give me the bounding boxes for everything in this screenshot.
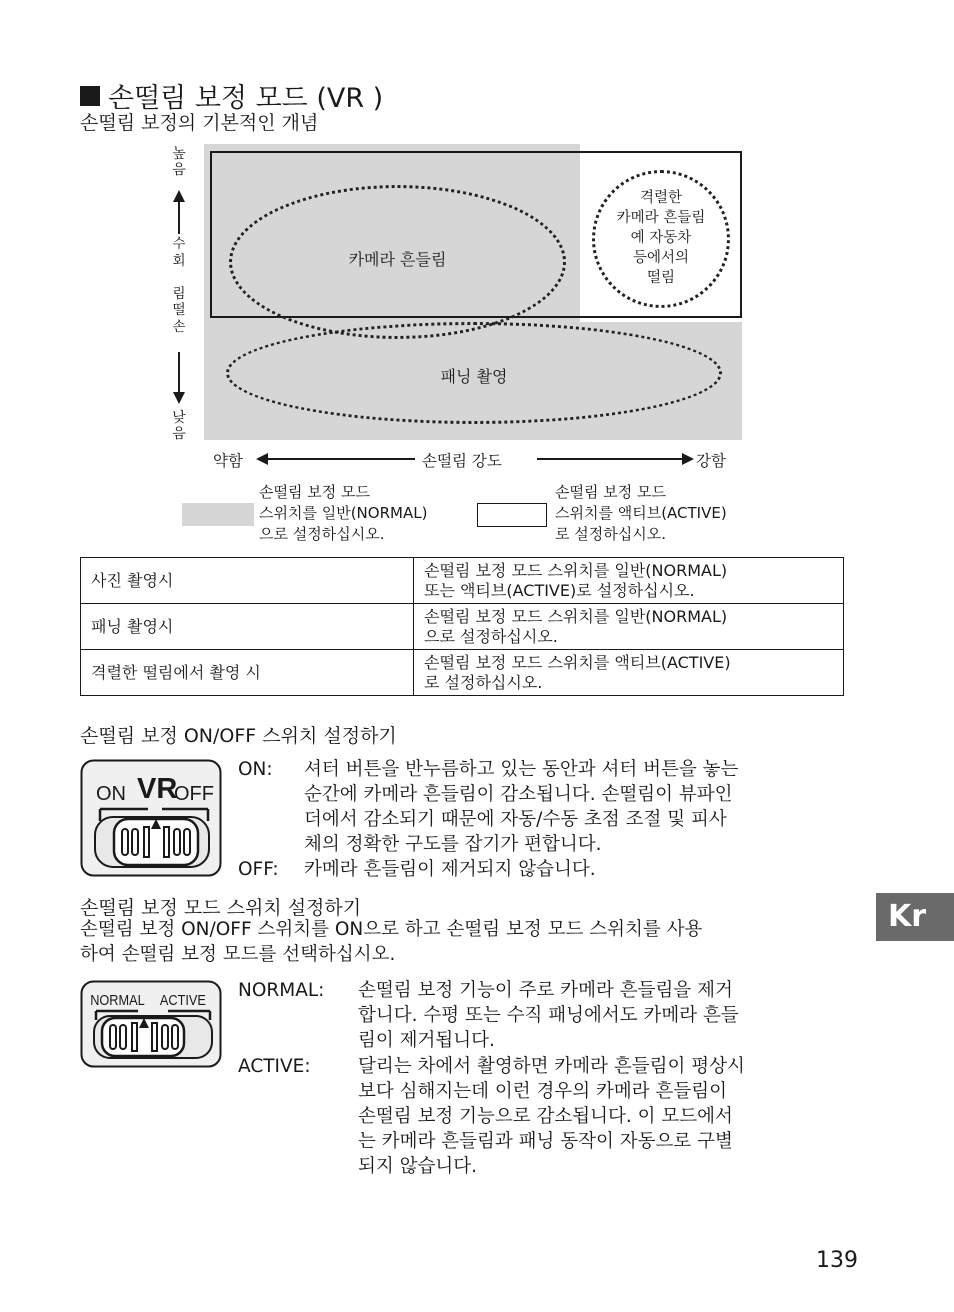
table-cell-setting: 손떨림 보정 모드 스위치를 일반(NORMAL) 또는 액티브(ACTIVE)로 설정하십시오.	[414, 558, 844, 604]
mode-section-intro: 손떨림 보정 ON/OFF 스위치를 ON으로 하고 손떨림 보정 모드 스위치를 사용 하여 손떨림 보정 모드를 선택하십시오.	[80, 919, 703, 965]
vr-onoff-switch-icon	[80, 759, 222, 877]
table-row	[81, 650, 844, 696]
off-description: 카메라 흔들림이 제거되지 않습니다.	[304, 859, 596, 880]
onoff-section-heading: 손떨림 보정 ON/OFF 스위치 설정하기	[80, 725, 397, 747]
x-axis-title: 손떨림 강도	[422, 452, 502, 470]
vr-mode-switch-icon	[80, 980, 222, 1068]
normal-description: 손떨림 보정 기능이 주로 카메라 흔들림을 제거 합니다. 수평 또는 수직 패닝에서도 카메라 흔들 림이 제거됩니다.	[358, 980, 739, 1051]
table-cell-setting: 손떨림 보정 모드 스위치를 액티브(ACTIVE) 로 설정하십시오.	[414, 650, 844, 696]
panning-label: 패닝 촬영	[440, 367, 508, 386]
legend-normal-text: 손떨림 보정 모드 스위치를 일반(NORMAL) 으로 설정하십시오.	[259, 483, 428, 543]
table-cell-situation: 격렬한 떨림에서 촬영 시	[81, 650, 414, 696]
y-axis-low-label: 낮 음	[172, 410, 186, 442]
x-axis-weak-label: 약함	[213, 452, 243, 470]
language-tab: Kr	[876, 893, 954, 941]
y-axis-title: 수 회 림 떨 손	[172, 236, 186, 335]
page-subtitle: 손떨림 보정의 기본적인 개념	[80, 112, 319, 134]
legend-active-text: 손떨림 보정 모드 스위치를 액티브(ACTIVE) 로 설정하십시오.	[555, 483, 727, 543]
switch-off-label: OFF	[174, 783, 214, 805]
active-term: ACTIVE:	[238, 1056, 311, 1077]
page-number: 139	[816, 1248, 858, 1273]
y-axis-high-label: 높 음	[172, 146, 186, 178]
switch-active-label: ACTIVE	[159, 990, 206, 1009]
x-axis-strong-label: 강함	[696, 452, 726, 470]
legend-normal-swatch	[182, 503, 254, 526]
active-description: 달리는 차에서 촬영하면 카메라 흔들림이 평상시 보다 심해지는데 이런 경우의 카메라 흔들림이 손떨림 보정 기능으로 감소됩니다. 이 모드에서 는 카메라 흔들림과 패닝 동작이 자동으로 구별 되지 않습니다.	[358, 1056, 745, 1177]
switch-on-label: ON	[96, 783, 126, 805]
on-term: ON:	[238, 759, 273, 780]
onoff-descriptions	[238, 757, 838, 882]
normal-term: NORMAL:	[238, 980, 325, 1001]
switch-normal-label: NORMAL	[90, 990, 145, 1009]
switch-vr-label: VR	[137, 773, 178, 805]
square-bullet-icon	[80, 86, 100, 106]
table-cell-situation: 패닝 촬영시	[81, 604, 414, 650]
mode-settings-table	[80, 557, 844, 696]
on-description: 셔터 버튼을 반누름하고 있는 동안과 셔터 버튼을 놓는 순간에 카메라 흔들림이 감소됩니다. 손떨림이 뷰파인 더에서 감소되기 때문에 자동/수동 초점 조절 및 피사 체의 정확한 구도를 잡기가 편합니다.	[304, 759, 739, 855]
page-title: 손떨림 보정 모드 (VR )	[80, 76, 383, 115]
mode-section-heading: 손떨림 보정 모드 스위치 설정하기	[80, 897, 362, 919]
off-term: OFF:	[238, 859, 279, 880]
legend-active-swatch	[477, 503, 547, 527]
violent-shake-label: 격렬한 카메라 흔들림 예 자동차 등에서의 떨림	[616, 190, 706, 286]
table-cell-setting: 손떨림 보정 모드 스위치를 일반(NORMAL) 으로 설정하십시오.	[414, 604, 844, 650]
table-row	[81, 604, 844, 650]
table-row	[81, 558, 844, 604]
camera-shake-label: 카메라 흔들림	[348, 250, 447, 269]
mode-descriptions	[238, 978, 838, 1183]
table-cell-situation: 사진 촬영시	[81, 558, 414, 604]
